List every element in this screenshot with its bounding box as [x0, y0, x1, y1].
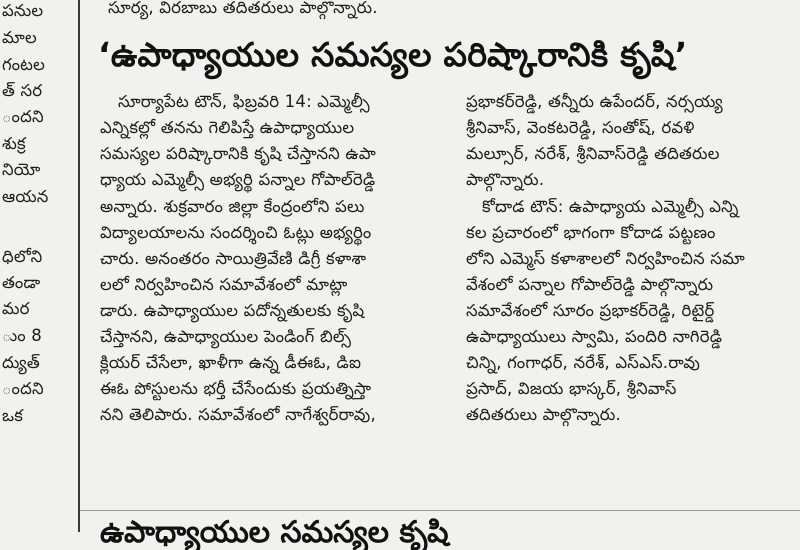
article-line: చారు. అనంతరం సాయిత్రివేణి డిగ్రీ కళాశా [100, 249, 367, 268]
left-line: మాల [2, 28, 37, 47]
left-line: నియో [2, 160, 41, 179]
left-line: త్ సర [2, 81, 43, 100]
left-line: ఒక [2, 406, 24, 425]
article-line: సమావేశంలో సూరం ప్రభాకర్‌రెడ్డి, రిటైర్డ్ [466, 301, 715, 320]
article-line: అన్నారు. శుక్రవారం జిల్లా కేంద్రంలోని పలు [100, 197, 365, 216]
article-line: ప్రభాకర్‌రెడ్డి, తన్నీరు ఉపేందర్, నర్సయ్య [466, 92, 723, 111]
article-line: మల్సూర్, నరేశ్, శ్రీనివాస్‌రెడ్డి తదితరుల [466, 144, 720, 163]
left-line: ందని [2, 379, 44, 398]
article-line: చిన్ని, గంగాధర్, నరేశ్, ఎస్‌ఎస్.రావు [466, 353, 701, 372]
left-line: పనుల [2, 1, 44, 20]
article-line: తదితరులు పాల్గొన్నారు. [466, 405, 621, 424]
article-line: ఉపాధ్యాయులు స్వామి, పందిరి నాగిరెడ్డి [466, 327, 723, 346]
left-line: ందని [2, 107, 44, 126]
article-line: లలో నిర్వహించిన సమావేశంలో మాట్లా [100, 275, 348, 294]
article-line: ధ్యాయ ఎమ్మెల్సీ అభ్యర్థి పన్నాల గోపాల్‌రెడ్డి [100, 170, 376, 189]
article-line: సూర్యాపేట టౌన్, ఫిబ్రవరి 14: ఎమ్మెల్సీ [118, 92, 370, 111]
left-line: ుం 8 [2, 326, 42, 345]
left-line: శుక్ర [2, 134, 26, 153]
article-line: ప్రసాద్, విజయ భాస్కర్, శ్రీనివాస్ [466, 379, 677, 398]
left-line: గంటల [2, 55, 46, 74]
article-line: చేస్తానని, ఉపాధ్యాయుల పెండింగ్ బిల్స్ [100, 327, 352, 346]
article-line: డారు. ఉపాధ్యాయుల పదోన్నతులకు కృషి [100, 301, 365, 320]
article-line: క్లియర్ చేసేలా, ఖాళీగా ఉన్న డీఈఓ, డిఐ [100, 353, 362, 372]
left-line: ఆయన [2, 187, 49, 206]
article-line: లోని ఎమ్మెస్ కళాశాలలో నిర్వహించిన సమా [466, 249, 745, 268]
article-line: శ్రీనివాస్, వెంకటరెడ్డి, సంతోష్, రవళి [466, 118, 695, 137]
article-line: పాల్గొన్నారు. [466, 170, 545, 189]
left-line: తండా [2, 273, 41, 292]
article-line: విద్యాలయాలను సందర్శించి ఓట్లు అభ్యర్థిం [100, 223, 372, 242]
headline: ‘ఉపాధ్యాయుల సమస్యల పరిష్కారానికి కృషి’ [98, 35, 688, 74]
article-line: నని తెలిపారు. సమావేశంలో నాగేశ్వర్‌రావు, [100, 405, 376, 424]
article-line: సమస్యల పరిష్కారానికి కృషి చేస్తానని ఉపా [100, 144, 376, 163]
left-line: ద్యుత్ [2, 353, 40, 372]
article-line: కల ప్రచారంలో భాగంగా కోదాడ పట్టణం [466, 223, 716, 242]
left-line: ధిలోని [2, 247, 43, 266]
article-line: ఈఓ పోస్టులను భర్తీ చేసేందుకు ప్రయత్నిస్తా [100, 379, 372, 398]
top-caption: సూర్య, విరబాబు తదితరులు పాల్గొన్నారు. [108, 0, 378, 17]
article-line: వేశంలో పన్నాల గోపాల్‌రెడ్డి పాల్గొన్నారు [466, 275, 714, 294]
article-line: ఎన్నికల్లో తనను గెలిపిస్తే ఉపాధ్యాయుల [100, 118, 355, 137]
left-line: మర [2, 299, 30, 318]
bottom-headline: ఉపాధ్యాయుల సమస్యల కృషి [100, 515, 449, 550]
article-line: కోదాడ టౌన్: ఉపాధ్యాయ ఎమ్మెల్సీ ఎన్ని [482, 197, 739, 216]
